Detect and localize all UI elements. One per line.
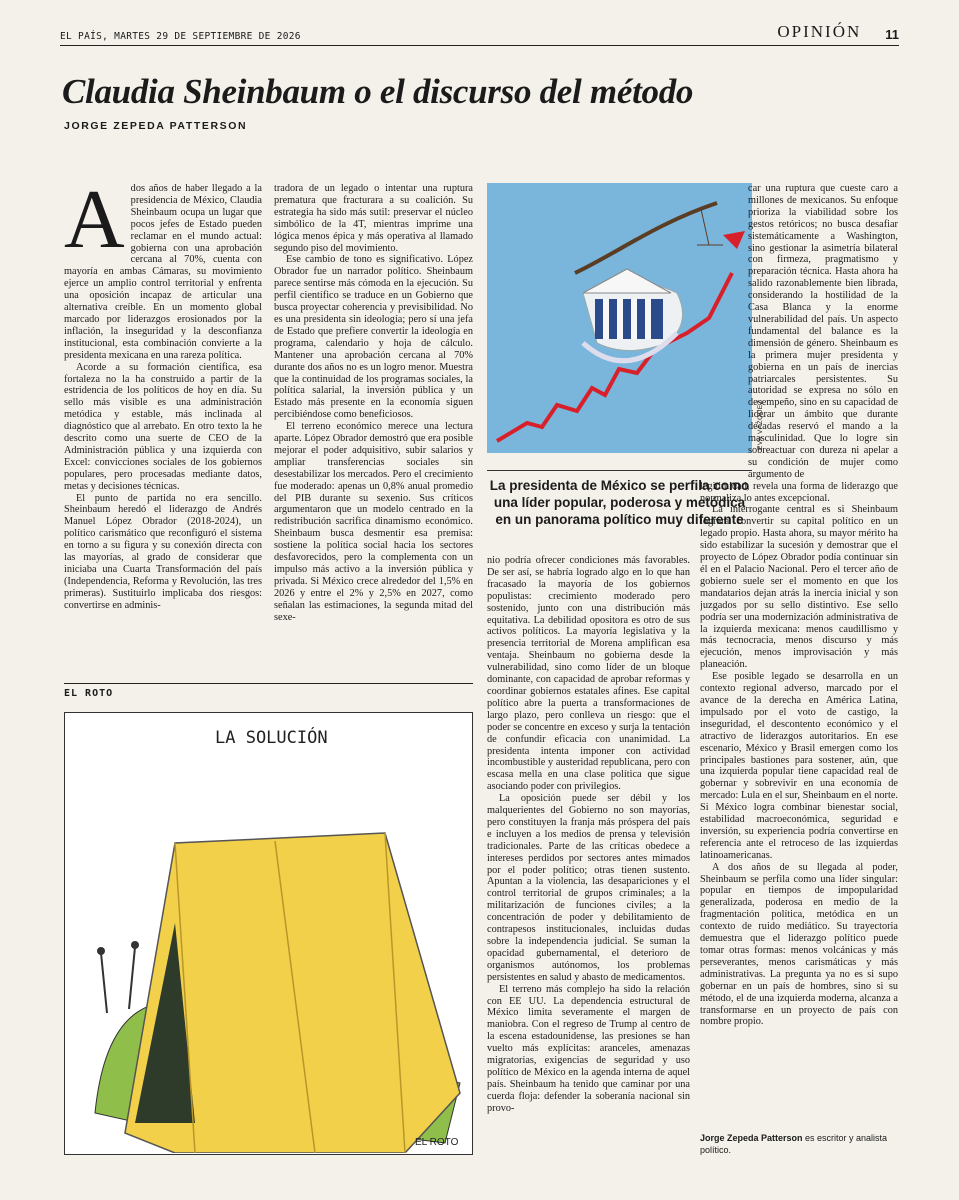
paragraph: nio podría ofrecer condiciones más favorables. De ser así, se habría logrado algo en lo que han fracasado la mayoría de los gobiernos populistas: crecimiento moderado pero sostenido, junto con una distribución más equitativa. La debilidad opositora es otro de sus activos políticos. La mayoría legislativa y la presencia territorial de Morena amplifican esa ventaja. Sheinbaum no gobierna desde la vulnerabilidad, sino como líder de un bloque dominante, con capacidad de aprobar reformas y coordinar gobiernos estatales afines. Ese capital político abre la puerta a transformaciones de largo plazo, pero conlleva un riesgo: que el poder se concentre en exceso y surja la tentación de confundir eficacia con unanimidad. La presidenta intenta imponer con actividad incombustible y austeridad republicana, pero con escasa mella en una clase política que sigue asociando poder con privilegios. (487, 555, 690, 793)
article-column-4 (700, 183, 898, 1125)
building-pediment (583, 269, 671, 293)
masthead (60, 24, 899, 46)
paragraph: El terreno más complejo ha sido la relación con EE UU. La dependencia estructural de México limita severamente el margen de maniobra. Con el regreso de Trump al centro de la escena estadounidense, las presiones se han vuelto más explícitas: aranceles, amenazas migratorias, exigencias de seguridad y uso político de México en la agenda interna de aquel país. Sheinbaum ha tenido que caminar por una cuerda floja: defender la soberanía nacional sin provo- (487, 983, 690, 1114)
paragraph: El punto de partida no era sencillo. Sheinbaum heredó el liderazgo de Andrés Manuel López Obrador (2018-2024), un político carismático que reconfiguró el sistema en torno a su figura y su conexión directa con las mayorías, al grado de considerar que iniciaba una Cuarta Transformación del país (Independencia, Reforma y Revolución, las tres primeras). Sustituirlo implicaba dos riesgos: convertirse en adminis- (64, 492, 262, 611)
paragraph: Ese posible legado se desarrolla en un contexto regional adverso, marcado por el avance de la derecha en América Latina, impulsado por el voto de castigo, la inseguridad, el descontento económico y el atractivo de liderazgos autoritarios. En ese escenario, México y Brasil emergen como los principales bastiones para sostener, aún, que una izquierda popular tiene capacidad real de gobernar y sobrevivir en una economía de mercado: Lula en el sur, Sheinbaum en el norte. Si México logra combinar bienestar social, estabilidad macroeconómica, seguridad e inversión, su experiencia podría convertirse en referencia ante el retroceso de las izquierdas latinoamericanas. (700, 671, 898, 861)
column-4-narrow-block (748, 183, 898, 481)
paragraph: legitimidad, revela una forma de liderazgo que normaliza lo antes excepcional. (700, 480, 898, 504)
author-signoff (700, 1132, 898, 1156)
cartoon-section-label: EL ROTO (64, 683, 473, 699)
article-column-2 (274, 183, 473, 649)
article-column-1 (64, 183, 262, 649)
cartoon-drawing (65, 713, 471, 1153)
date-line: EL PAÍS, MARTES 29 DE SEPTIEMBRE DE 2026 (60, 31, 301, 42)
paragraph: dos años de haber llegado a la presidencia de México, Claudia Sheinbaum ocupa un lugar que pocos jefes de Estado pueden reclamar en el mundo actual: gobierna con una aprobación cercana al 70%, cuenta con mayoría en ambas Cámaras, su movimiento ejerce un amplio control territorial y enfrenta una oposición incapaz de articular una alternativa creíble. En un momento global marcado por liderazgos erosionados por la inflación, la inseguridad y la desconfianza institucional, esta combinación convierte a la presidenta mexicana en una rareza política. (64, 183, 262, 361)
section-name: OPINIÓN (777, 22, 862, 41)
paragraph: Ese cambio de tono es significativo. López Obrador fue un narrador político. Sheinbaum parece sentirse más cómoda en la ejecución. Su perfil científico se traduce en un Gobierno que busca proyectar coherencia y previsibilidad. No es una presidenta sin ideología; pero sí una jefa de Estado que prefiere convertir la ideología en programa, calendario y hoja de cálculo. Mantener una aprobación cercana al 70% durante dos años no es un logro menor. Muestra que la continuidad de los programas sociales, la política salarial, la inversión pública y un Estado más presente en la economía siguen percibiéndose como beneficiosos. (274, 254, 473, 421)
paragraph: Acorde a su formación científica, esa fortaleza no la ha construido a partir de la estridencia de los políticos de hoy en día. Su sello más visible es una administración metódica y estable, más inclinada al diagnóstico que al arrebato. En otro texto la he descrito como una suerte de CEO de la Administración pública y una izquierda con Excel: convicciones sociales de los gobiernos populares, pero procesadas mediante datos, metas y decisiones técnicas. (64, 361, 262, 492)
drop-cap: A (64, 183, 125, 266)
paragraph: tradora de un legado o intentar una ruptura prematura que fracturara a su coalición. Su estrategia ha sido más sutil: preservar el núcleo simbólico de la 4T, mientras imprime una lógica menos épica y más operativa al llamado segundo piso del movimiento. (274, 183, 473, 254)
article-column-3 (487, 555, 690, 1185)
paragraph: La oposición puede ser débil y los malquerientes del Gobierno no son mayorías, pero constituyen la franja más próspera del país e incluyen a los medios de prensa y televisión tradicionales. Parte de las críticas obedece a intereses perdidos por sectores antes mimados por el poder político; otras tienen sustento. Apuntan a la violencia, las desapariciones y el control territorial de grupos criminales; a la militarización de funciones civiles; a la concentración de poder y debilitamiento de contrapesos institucionales, incluidas dudas sobre la independencia judicial. Se suman la opacidad gubernamental, el deterioro de organismos autónomos, los problemas persistentes en salud y abasto de medicamentos. (487, 793, 690, 983)
el-roto-cartoon (64, 712, 473, 1155)
stick (575, 203, 717, 273)
article-title: Claudia Sheinbaum o el discurso del método (62, 72, 694, 111)
masthead-right (777, 22, 899, 42)
paragraph: El terreno económico merece una lectura aparte. López Obrador demostró que era posible mejorar el poder adquisitivo, subir salarios y ampliar transferencias sociales sin desestabilizar los mercados. Pero el crecimiento fue moderado: apenas un 0,8% anual promedio del PIB durante su sexenio. Sus críticos argumentaron que un modelo centrado en la redistribución sacrifica dinamismo económico. Sheinbaum busca desmentir esa premisa: sostiene la política social hacia los sectores desfavorecidos, pero la complementa con un impulso más activo a la inversión pública y privada. Si México crece alrededor del 1,5% en 2026 y entre el 2% y 2,5% en 2027, como señalan las estimaciones, la segunda mitad del sexe- (274, 421, 473, 623)
signoff-name: Jorge Zepeda Patterson (700, 1133, 803, 1143)
page-number: 11 (885, 27, 899, 42)
illustration-credit: EVA VÁZQUEZ (757, 399, 764, 450)
paragraph: La interrogante central es si Sheinbaum logrará convertir su capital político en un legado propio. Hasta ahora, su mayor mérito ha sido estabilizar la sucesión y demostrar que el proyecto de López Obrador podía continuar sin él en el Palacio Nacional. Pero el tercer año de gobierno suele ser el momento en que los mandatarios dejan atrás la inercia inicial y son juzgados por su sello distintivo. Ese sello podría ser una modernización administrativa de la izquierda mexicana: menos caudillismo y más tecnocracia, menos discurso y más ejecución, menos improvisación y más planeación. (700, 504, 898, 671)
cartoon-signature: EL ROTO (415, 1137, 459, 1148)
cartoon-caption: LA SOLUCIÓN (215, 728, 328, 748)
paragraph: A dos años de su llegada al poder, Sheinbaum se perfila como una líder singular: popular en tiempos de impopularidad generalizada, poderosa en medio de la fragmentación política, metódica en un contexto de ruido mediático. Su trayectoria demuestra que el liderazgo político puede tomar otras formas: menos volcánicas y más perseverantes, menos carismáticas y más administrativas. La pregunta ya no es si supo gobernar en un país de hombres, sino si su método, el de una izquierda moderna, alcanza a transformarse en un proyecto de país con nombre propio. (700, 861, 898, 1028)
signoff-bio: es escritor y analista político. (700, 1133, 888, 1155)
article-author: JORGE ZEPEDA PATTERSON (64, 120, 248, 132)
pull-quote: La presidenta de México se perfila como una líder popular, poderosa y metódica en un panorama político muy diferente (487, 470, 752, 528)
paragraph: car una ruptura que cueste caro a millones de mexicanos. Su enfoque prioriza la viabilidad sobre los gestos retóricos; no busca desafiar sistemáticamente a Washington, sino gestionar la asimetría bilateral con firmeza, pragmatismo y preparación técnica. Hasta ahora ha salido razonablemente bien librada, considerando la hostilidad de la Casa Blanca y la enorme vulnerabilidad del país. Un aspecto fundamental del balance es la dimensión de género. Sheinbaum es la primera mujer presidenta y gobierna en un país de inercias patriarcales persistentes. Su autoridad se expresa no sólo en desempeño, sino en su capacidad de liderar un ámbito que durante décadas reservó el mando a la masculinidad. Que lo logre sin sobreactuar con dureza ni apelar a su condición de mujer como argumento de (748, 183, 898, 480)
